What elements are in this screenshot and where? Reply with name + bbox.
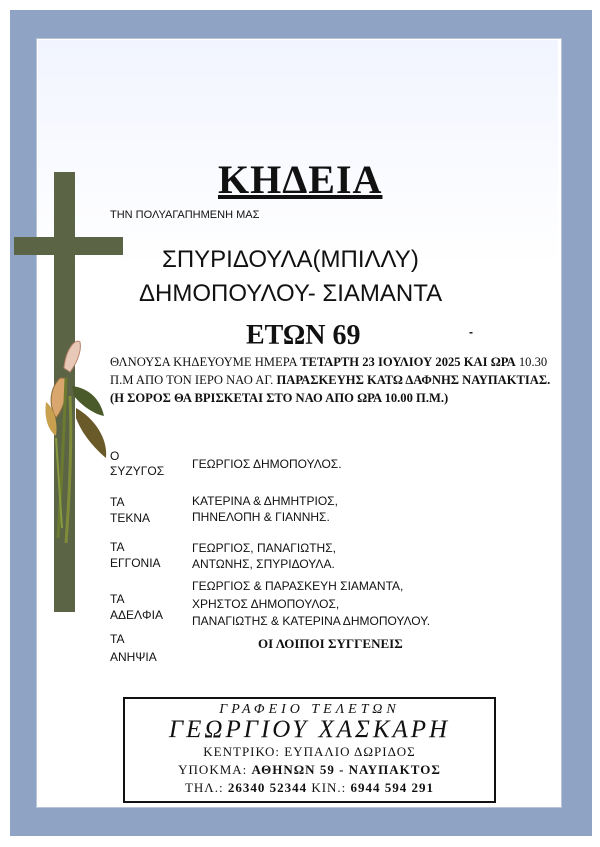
mourner-label-husband: ΣΥΖΥΓΟΣ (110, 464, 165, 478)
mourner-grandchildren-line: ΑΝΤΩΝΗΣ, ΣΠΥΡΙΔΟΥΛΑ. (192, 557, 335, 571)
church-text: ΑΠΟ ΤΟΝ ΙΕΡΟ ΝΑΟ ΑΓ. (135, 373, 274, 387)
mourner-label-article: ΤΑ (110, 592, 125, 606)
other-relatives: ΟΙ ΛΟΙΠΟΙ ΣΥΓΓΕΝΕΙΣ (258, 636, 403, 651)
deceased-name-surname: ΔΗΜΟΠΟΥΛΟΥ- ΣΙΑΜΑΝΤΑ (139, 280, 443, 307)
page-title: ΚΗΔΕΙΑ (218, 157, 383, 202)
phone-number: 26340 52344 (227, 780, 308, 795)
funeral-time: 10.30 Π.Μ (110, 355, 548, 387)
announcement-lead: ΘΛΝΟΥΣΑ ΚΗΔΕΥΟΥΜΕ ΗΜΕΡΑ (110, 355, 297, 369)
age-line: ΕΤΩΝ 69 (246, 320, 361, 351)
mourner-label-article: Ο (110, 449, 120, 463)
mourner-children-line: ΚΑΤΕΡΙΝΑ & ΔΗΜΗΤΡΙΟΣ, (192, 494, 338, 508)
phone-label: ΤΗΛ.: (184, 780, 224, 795)
mobile-label: ΚΙΝ.: (311, 780, 347, 795)
mourner-children-line: ΠΗΝΕΛΟΠΗ & ΓΙΑΝΝΗΣ. (192, 510, 330, 524)
mourner-siblings-line: ΓΕΩΡΓΙΟΣ & ΠΑΡΑΣΚΕΥΗ ΣΙΑΜΑΝΤΑ, (192, 579, 404, 593)
cross-horizontal-beam (14, 237, 123, 255)
office-main-address: ΚΕΝΤΡΙΚΟ: ΕΥΠΑΛΙΟ ΔΩΡΙΔΟΣ (203, 744, 416, 759)
and-time-label: ΚΑΙ ΩΡΑ (463, 355, 516, 369)
calla-lily-icon (36, 338, 116, 548)
mourner-grandchildren-line: ΓΕΩΡΓΙΟΣ, ΠΑΝΑΓΙΩΤΗΣ, (192, 541, 336, 555)
intro-text: ΤΗΝ ΠΟΛΥΑΓΑΠΗΜΕΝΗ ΜΑΣ (110, 209, 260, 221)
mourner-label-article: ΤΑ (110, 632, 125, 646)
branch-label: ΥΠΟΚΜΑ: (178, 762, 248, 777)
mourner-label-article: ΤΑ (110, 495, 125, 509)
branch-address: ΑΘΗΝΩΝ 59 - ΝΑΥΠΑΚΤΟΣ (251, 762, 441, 777)
office-contacts (125, 780, 494, 796)
deceased-name-first: ΣΠΥΡΙΔΟΥΛΑ(ΜΠΙΛΛΥ) (162, 246, 419, 273)
paper-shading (38, 40, 558, 804)
office-owner-name: ΓΕΩΡΓΙΟΥ ΧΑΣΚΑΡΗ (168, 716, 451, 743)
office-branch (125, 762, 494, 778)
mourner-siblings-line: ΧΡΗΣΤΟΣ ΔΗΜΟΠΟΥΛΟΣ, (192, 597, 340, 611)
stray-mark: - (469, 325, 473, 339)
mourner-label-nephews: ΑΝΗΨΙΑ (110, 650, 157, 664)
mourner-siblings-line: ΠΑΝΑΓΙΩΤΗΣ & ΚΑΤΕΡΙΝΑ ΔΗΜΟΠΟΥΛΟΥ. (192, 614, 431, 628)
mobile-number: 6944 594 291 (350, 780, 435, 795)
funeral-date: ΤΕΤΑΡΤΗ 23 ΙΟΥΛΙΟΥ 2025 (300, 355, 461, 369)
mourner-label-grandchildren: ΕΓΓΟΝΙΑ (110, 556, 161, 570)
mourner-label-article: ΤΑ (110, 540, 125, 554)
office-heading: ΓΡΑΦΕΙΟ ΤΕΛΕΤΩΝ (219, 702, 400, 717)
church-place: ΠΑΡΑΣΚΕΥΗΣ ΚΑΤΩ ΔΑΦΝΗΣ ΝΑΥΠΑΚΤΙΑΣ.(Η ΣΟΡΟΣ ΘΑ ΒΡΙΣΚΕΤΑΙ ΣΤΟ ΝΑΟ ΑΠΟ ΩΡΑ 10.00 Π.Μ.) (110, 373, 551, 405)
mourner-husband-name: ΓΕΩΡΓΙΟΣ ΔΗΜΟΠΟΥΛΟΣ. (192, 457, 342, 471)
funeral-announcement (110, 353, 555, 407)
mourner-label-siblings: ΑΔΕΛΦΙΑ (110, 608, 163, 622)
funeral-office-box (123, 697, 496, 803)
mourner-label-children: ΤΕΚΝΑ (110, 511, 151, 525)
